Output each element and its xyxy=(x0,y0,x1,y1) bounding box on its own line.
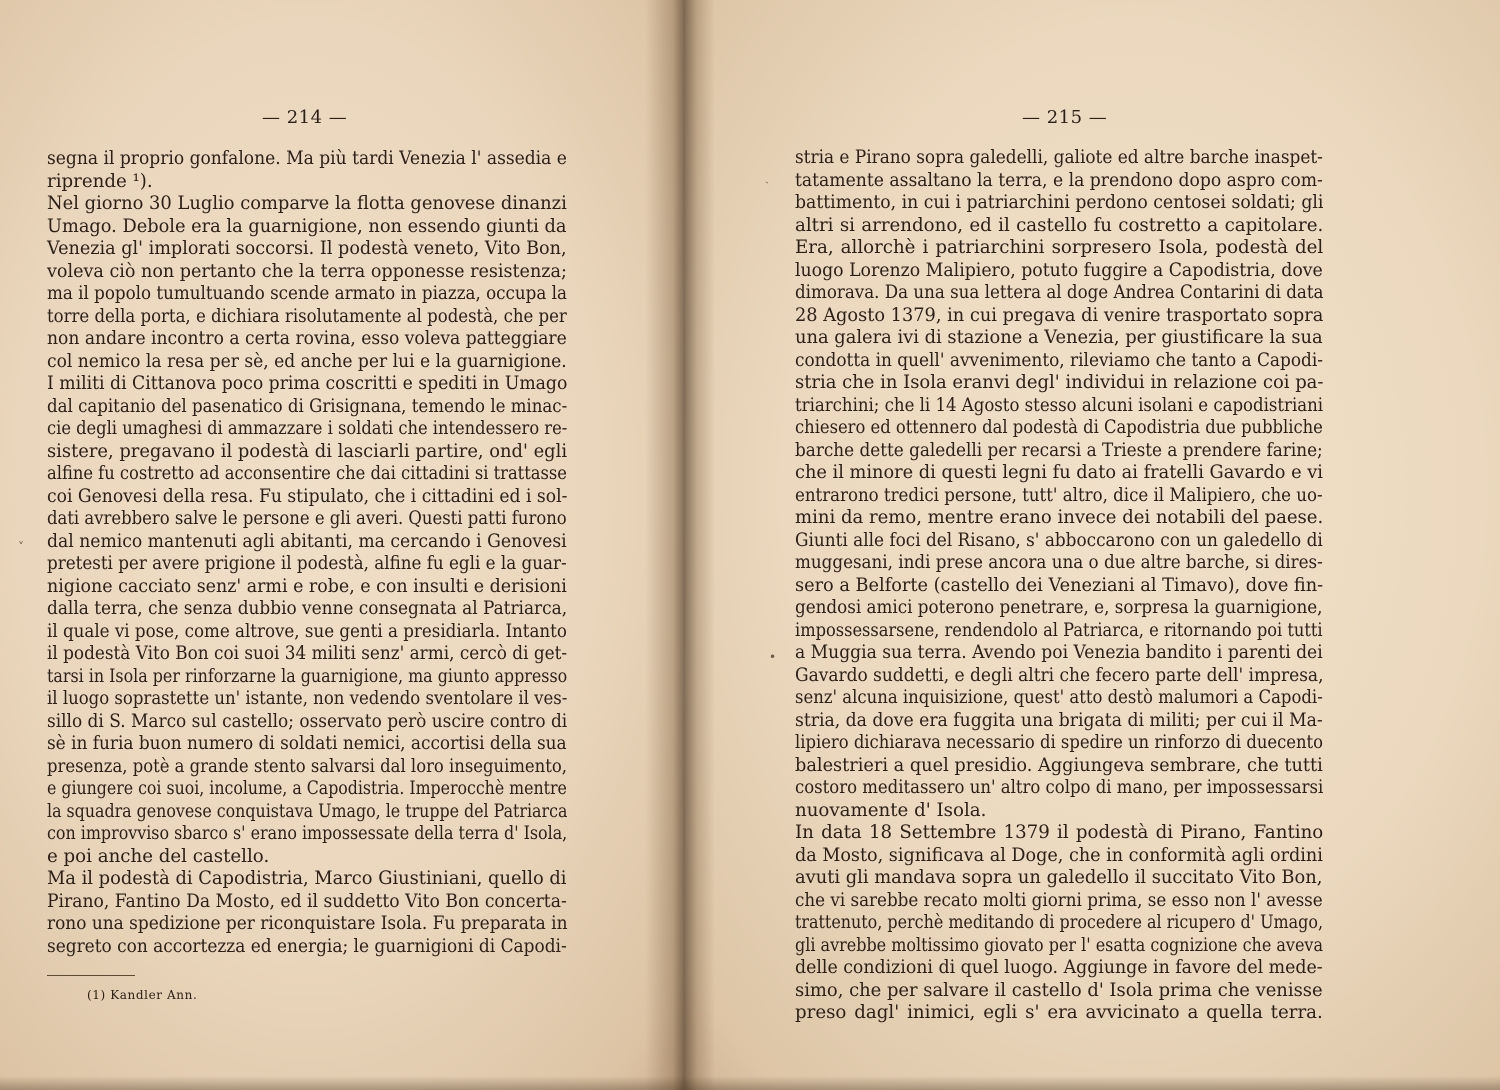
text-line: coi Genovesi della resa. Fu stipulato, che i cittadini ed i sol- xyxy=(47,485,568,507)
margin-mark: • xyxy=(769,650,777,664)
text-line: e poi anche del castello. xyxy=(47,845,270,867)
text-line: gendosi amici poterono penetrare, e, sorpresa la guarnigione, xyxy=(795,597,1323,618)
text-line: balestrieri a quel presidio. Aggiungeva sembrare, che tutti xyxy=(795,754,1323,776)
text-line: dal nemico mantenuti agli abitanti, ma cercando i Genovesi xyxy=(47,530,567,552)
text-line: Era, allorchè i patriarchini sorpresero Isola, podestà del xyxy=(795,237,1323,258)
text-line: mini da remo, mentre erano invece dei notabili del paese. xyxy=(795,507,1324,528)
text-line: entrarono tredici persone, tutt' altro, dice il Malipiero, che uo- xyxy=(795,484,1323,506)
page-edge-shadow xyxy=(685,1076,1500,1090)
text-line: non andare incontro a certa rovina, esso voleva patteggiare xyxy=(47,328,567,349)
text-line: dal capitanio del pasenatico di Grisignana, temendo le minac- xyxy=(47,395,568,417)
text-line: muggesani, indi prese ancora una o due altre barche, si dires- xyxy=(795,552,1323,573)
text-line: pretesti per avere prigione il podestà, alfine fu egli e la guar- xyxy=(47,553,567,574)
right-page xyxy=(685,0,1500,1090)
text-line: riprende ¹). xyxy=(47,170,153,192)
text-line: il quale vi pose, come altrove, sue genti a presidiarla. Intanto xyxy=(47,620,567,642)
text-line: sero a Belforte (castello dei Veneziani al Timavo), dove fin- xyxy=(795,574,1324,596)
text-line: una galera ivi di stazione a Venezia, per giustificare la sua xyxy=(795,327,1323,348)
text-line: Giunti alle foci del Risano, s' abboccarono con un galedello di xyxy=(795,529,1323,551)
text-line: condotta in quell' avvenimento, rileviamo che tanto a Capodi- xyxy=(795,349,1323,371)
text-line: Gavardo suddetti, e degli altri che fecero parte dell' impresa, xyxy=(795,664,1324,686)
text-line: nigione cacciato senz' armi e robe, e con insulti e derisioni xyxy=(47,575,567,597)
text-line: chiesero ed ottennero dal podestà di Capodistria due pubbliche xyxy=(795,417,1323,438)
text-line: col nemico la resa per sè, ed anche per lui e la guarnigione. xyxy=(47,350,567,372)
left-page xyxy=(0,0,685,1090)
gutter-shadow xyxy=(685,0,715,1090)
footnote: (1) Kandler Ann. xyxy=(87,988,198,1002)
text-line: luogo Lorenzo Malipiero, potuto fuggire a Capodistria, dove xyxy=(795,259,1323,281)
text-line: I militi di Cittanova poco prima coscritti e spediti in Umago xyxy=(47,373,568,394)
text-line: alfine fu costretto ad acconsentire che dai cittadini si trattasse xyxy=(47,463,567,484)
text-line: senz' alcuna inquisizione, quest' atto destò malumori a Capodi- xyxy=(795,687,1323,708)
text-line: stria che in Isola eranvi degl' individui in relazione coi pa- xyxy=(795,372,1324,393)
text-line: Umago. Debole era la guarnigione, non essendo giunti da xyxy=(47,215,567,237)
text-line: rono una spedizione per riconquistare Isola. Fu preparata in xyxy=(47,913,568,934)
text-line: il podestà Vito Bon coi suoi 34 militi senz' armi, cercò di get- xyxy=(47,643,568,664)
text-line: preso dagl' inimici, egli s' era avvicinato a quella terra. xyxy=(795,1002,1323,1023)
text-line: costoro meditassero un' altro colpo di mano, per impossessarsi xyxy=(795,777,1324,798)
text-line: dimorava. Da una sua lettera al doge Andrea Contarini di data xyxy=(795,282,1324,303)
text-line: delle condizioni di quel luogo. Aggiunge in favore del mede- xyxy=(795,957,1323,978)
text-line: triarchini; che li 14 Agosto stesso alcuni isolani e capodistriani xyxy=(795,394,1324,416)
text-line: da Mosto, significava al Doge, che in conformità agli ordini xyxy=(795,844,1323,866)
text-line: torre della porta, e dichiara risolutamente al podestà, che per xyxy=(47,305,567,327)
text-line: simo, che per salvare il castello d' Isola prima che venisse xyxy=(795,979,1323,1001)
text-line: sillo di S. Marco sul castello; osservato però uscire contro di xyxy=(47,710,568,732)
page-edge-shadow xyxy=(0,1076,685,1090)
page-number: — 215 — xyxy=(1022,107,1108,128)
text-line: battimento, in cui i patriarchini perdono centosei soldati; gli xyxy=(795,192,1324,213)
text-line: barche dette galedelli per recarsi a Trieste a prendere farine; xyxy=(795,439,1323,461)
text-line: Venezia gl' implorati soccorsi. Il podestà veneto, Vito Bon, xyxy=(47,238,567,259)
body-text xyxy=(795,147,1323,1025)
text-line: a Muggia sua terra. Avendo poi Venezia bandito i parenti dei xyxy=(795,642,1323,663)
text-line: Nel giorno 30 Luglio comparve la flotta genovese dinanzi xyxy=(47,193,567,214)
text-line: 28 Agosto 1379, in cui pregava di venire trasportato sopra xyxy=(795,304,1324,326)
text-line: segna il proprio gonfalone. Ma più tardi Venezia l' assedia e xyxy=(47,148,567,169)
text-line: con improvviso sbarco s' erano impossessate della terra d' Isola, xyxy=(47,823,568,844)
text-line: tatamente assaltano la terra, e la prendono dopo aspro com- xyxy=(795,169,1323,191)
footnote-rule xyxy=(47,975,135,976)
text-line: che il minore di questi legni fu dato ai fratelli Gavardo e vi xyxy=(795,462,1323,483)
text-line: tarsi in Isola per rinforzarne la guarnigione, ma giunto appresso xyxy=(47,665,568,687)
text-line: stria, da dove era fuggita una brigata di militi; per cui il Ma- xyxy=(795,709,1323,731)
body-text xyxy=(47,148,567,958)
gutter-shadow xyxy=(645,0,685,1090)
text-line: presenza, potè a grande stento salvarsi dal loro inseguimento, xyxy=(47,755,567,777)
margin-mark: ˅ xyxy=(18,540,24,554)
page-number: — 214 — xyxy=(262,107,348,128)
text-line: sistere, pregavano il podestà di lasciarli partire, ond' egli xyxy=(47,440,568,462)
text-line: gli avrebbe moltissimo giovato per l' esatta cognizione che aveva xyxy=(795,934,1323,956)
text-line: dati avrebbero salve le persone e gli averi. Questi patti furono xyxy=(47,508,567,529)
text-line: e giungere coi suoi, incolume, a Capodistria. Imperocchè mentre xyxy=(47,778,567,799)
text-line: avuti gli mandava sopra un galedello il succitato Vito Bon, xyxy=(795,867,1323,888)
text-line: voleva ciò non pertanto che la terra opponesse resistenza; xyxy=(47,260,567,282)
text-line: stria e Pirano sopra galedelli, galiote ed altre barche inaspet- xyxy=(795,147,1323,168)
text-line: sè in furia buon numero di soldati nemici, accortisi della sua xyxy=(47,733,567,754)
text-line: segreto con accortezza ed energia; le guarnigioni di Capodi- xyxy=(47,935,567,957)
text-line: Ma il podestà di Capodistria, Marco Giustiniani, quello di xyxy=(47,868,567,889)
text-line: cie degli umaghesi di ammazzare i soldati che intendessero re- xyxy=(47,418,568,439)
text-line: il luogo soprastette un' istante, non vedendo sventolare il ves- xyxy=(47,688,568,709)
text-line: nuovamente d' Isola. xyxy=(795,799,987,821)
text-line: Pirano, Fantino Da Mosto, ed il suddetto Vito Bon concerta- xyxy=(47,890,567,912)
margin-mark: ˏ xyxy=(765,170,769,184)
text-line: la squadra genovese conquistava Umago, le truppe del Patriarca xyxy=(47,800,568,822)
text-line: altri si arrendono, ed il castello fu costretto a capitolare. xyxy=(795,214,1323,236)
text-line: dalla terra, che senza dubbio venne consegnata al Patriarca, xyxy=(47,598,568,619)
text-line: che vi sarebbe recato molti giorni prima, se esso non l' avesse xyxy=(795,889,1323,911)
text-line: lipiero dichiarava necessario di spedire un rinforzo di duecento xyxy=(795,732,1323,753)
text-line: ma il popolo tumultuando scende armato in piazza, occupa la xyxy=(47,283,567,304)
text-line: trattenuto, perchè meditando di procedere al ricupero d' Umago, xyxy=(795,912,1324,933)
text-line: In data 18 Settembre 1379 il podestà di Pirano, Fantino xyxy=(795,822,1323,843)
text-line: impossessarsene, rendendolo al Patriarca, e ritornando poi tutti xyxy=(795,619,1323,641)
